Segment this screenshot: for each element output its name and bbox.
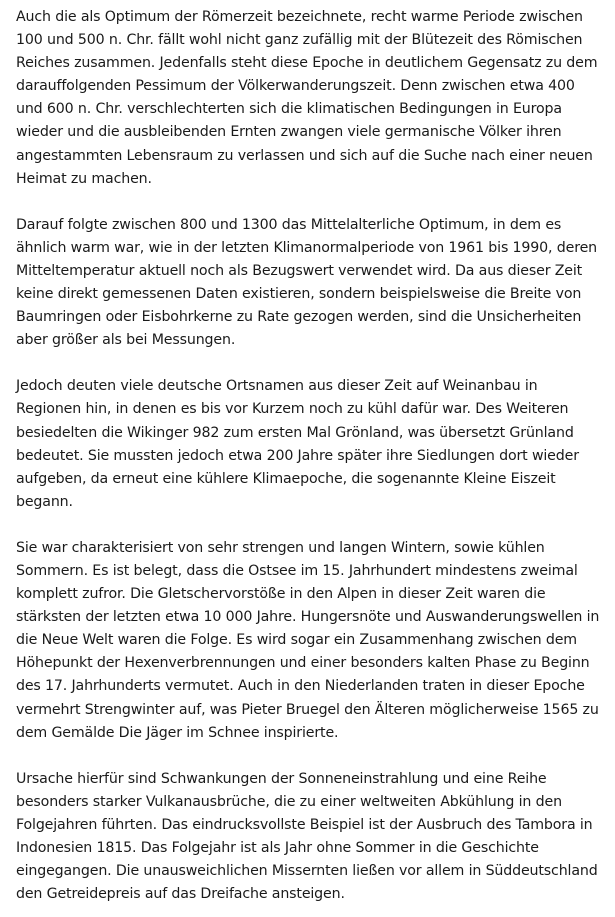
paragraph-medieval-optimum: Darauf folgte zwischen 800 und 1300 das Mittelalterliche Optimum, in dem es ähnlich warm war, wie in der letzten Klimanormalperiode von 1961 bis 1990, deren Mitteltemperatur aktuell noch als Bezugswert verwendet wird. Da aus dieser Zeit keine direkt gemessenen Daten existieren, sondern beispielsweise die Breite von Baumringen oder Eisbohrkerne zu Rate gezogen werden, sind die Unsicherheiten aber größer als bei Messungen. [16, 216, 597, 349]
paragraph-viking-greenland: Jedoch deuten viele deutsche Ortsnamen aus dieser Zeit auf Weinanbau in Regionen hin, in denen es bis vor Kurzem noch zu kühl dafür war. Des Weiteren besiedelten die Wikinger 982 zum ersten Mal Grönland, was übersetzt Grünland bedeutet. Sie mussten jedoch etwa 200 Jahre später ihre Siedlungen dort wieder aufgeben, da erneut eine kühlere Klimaepoche, die sogenannte Kleine Eiszeit begann. [16, 378, 579, 510]
paragraph-roman-optimum: Auch die als Optimum der Römerzeit bezeichnete, recht warme Periode zwischen 100 und 500 n. Chr. fällt wohl nicht ganz zufällig mit der Blütezeit des Römischen Reiches zusammen. Jedenfalls steht diese Epoche in deutlichem Gegensatz zu dem darauffolgenden Pessimum der Völkerwanderungszeit. Denn zwischen etwa 400 und 600 n. Chr. verschlechterten sich die klimatischen Bedingungen in Europa wieder und die ausbleibenden Ernten zwangen viele germanische Völker ihren angestammten Lebensraum zu verlassen und sich auf die Suche nach einer neuen Heimat zu machen. [16, 9, 598, 187]
paragraph-causes: Ursache hierfür sind Schwankungen der Sonneneinstrahlung und eine Reihe besonders starker Vulkanausbrüche, die zu einer weltweiten Abkühlung in den Folgejahren führten. Das eindrucksvollste Beispiel ist der Ausbruch des Tambora in Indonesien 1815. Das Folgejahr ist als Jahr ohne Sommer in die Geschichte eingegangen. Die unausweichlichen Missernten ließen vor allem in Süddeutschland den Getreidepreis auf das Dreifache ansteigen. [16, 770, 598, 903]
paragraph-little-ice-age: Sie war charakterisiert von sehr strengen und langen Wintern, sowie kühlen Sommern. Es ist belegt, dass die Ostsee im 15. Jahrhundert mindestens zweimal komplett zufror. Die Gletschervorstöße in den Alpen in dieser Zeit waren die stärksten der letzten etwa 10 000 Jahre. Hungersnöte und Auswanderungswellen in die Neue Welt waren die Folge. Es wird sogar ein Zusammenhang zwischen dem Höhepunkt der Hexenverbrennungen und einer besonders kalten Phase zu Beginn des 17. Jahrhunderts vermutet. Auch in den Niederlanden traten in dieser Epoche vermehrt Strengwinter auf, was Pieter Bruegel den Älteren möglicherweise 1565 zu dem Gemälde Die Jäger im Schnee inspirierte. [16, 539, 600, 741]
